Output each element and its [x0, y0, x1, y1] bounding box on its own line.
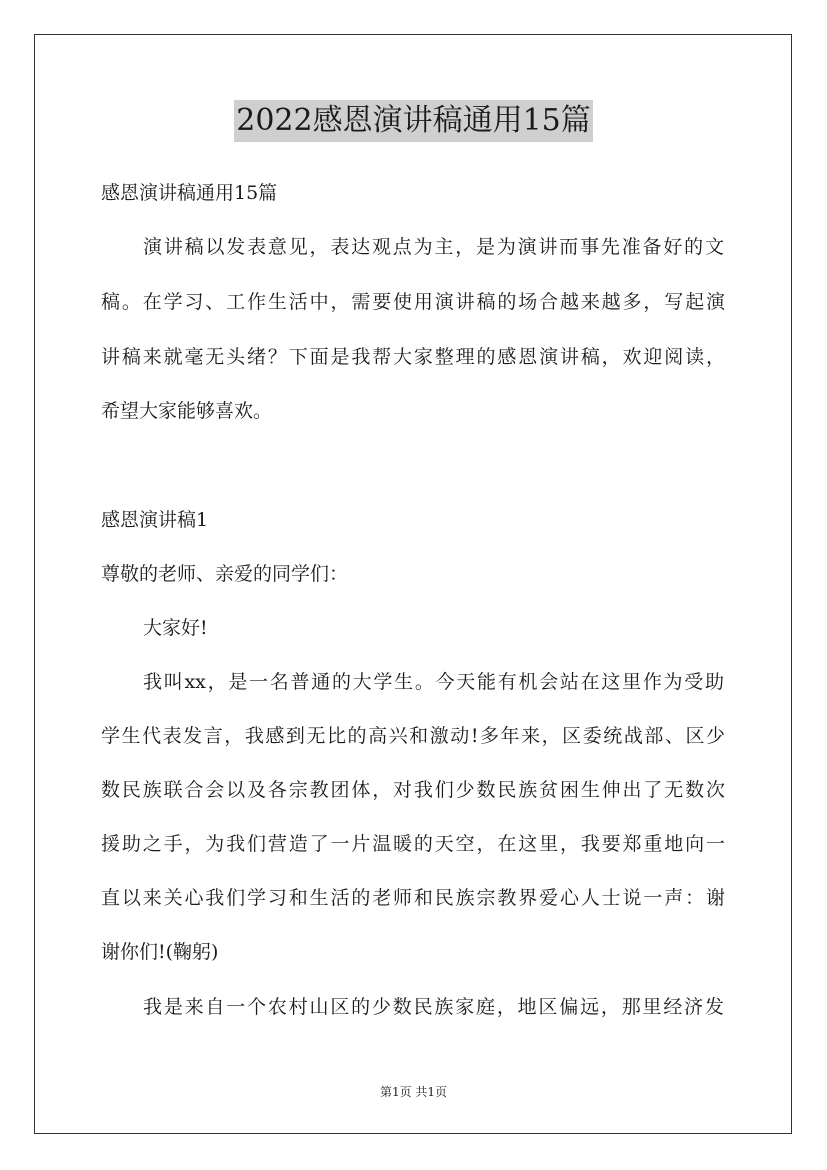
para2-line-1: 我是来自一个农村山区的少数民族家庭，地区偏远，那里经济发 — [143, 996, 724, 1018]
document-subtitle: 感恩演讲稿通用15篇 — [101, 182, 278, 204]
salutation: 尊敬的老师、亲爱的同学们： — [101, 563, 349, 585]
intro-line-2: 稿。在学习、工作生活中，需要使用演讲稿的场合越来越多，写起演 — [101, 291, 725, 313]
intro-line-1: 演讲稿以发表意见，表达观点为主，是为演讲而事先准备好的文 — [143, 236, 724, 258]
intro-line-3: 讲稿来就毫无头绪？下面是我帮大家整理的感恩演讲稿，欢迎阅读， — [101, 346, 725, 368]
greeting: 大家好! — [143, 617, 208, 639]
para1-line-1: 我叫xx，是一名普通的大学生。今天能有机会站在这里作为受助 — [143, 671, 724, 693]
intro-line-4: 希望大家能够喜欢。 — [101, 400, 273, 422]
document-title: 2022感恩演讲稿通用15篇 — [234, 100, 593, 142]
para1-line-3: 数民族联合会以及各宗教团体，对我们少数民族贫困生伸出了无数次 — [101, 779, 725, 801]
title-container — [0, 100, 827, 142]
para1-line-2: 学生代表发言，我感到无比的高兴和激动!多年来，区委统战部、区少 — [101, 725, 725, 747]
section-heading: 感恩演讲稿1 — [101, 509, 209, 531]
page-footer: 第1页 共1页 — [379, 1085, 448, 1099]
para1-line-5: 直以来关心我们学习和生活的老师和民族宗教界爱心人士说一声：谢 — [101, 887, 725, 909]
para1-line-4: 援助之手，为我们营造了一片温暖的天空，在这里，我要郑重地向一 — [101, 833, 725, 855]
para1-line-6: 谢你们!(鞠躬) — [101, 941, 219, 963]
